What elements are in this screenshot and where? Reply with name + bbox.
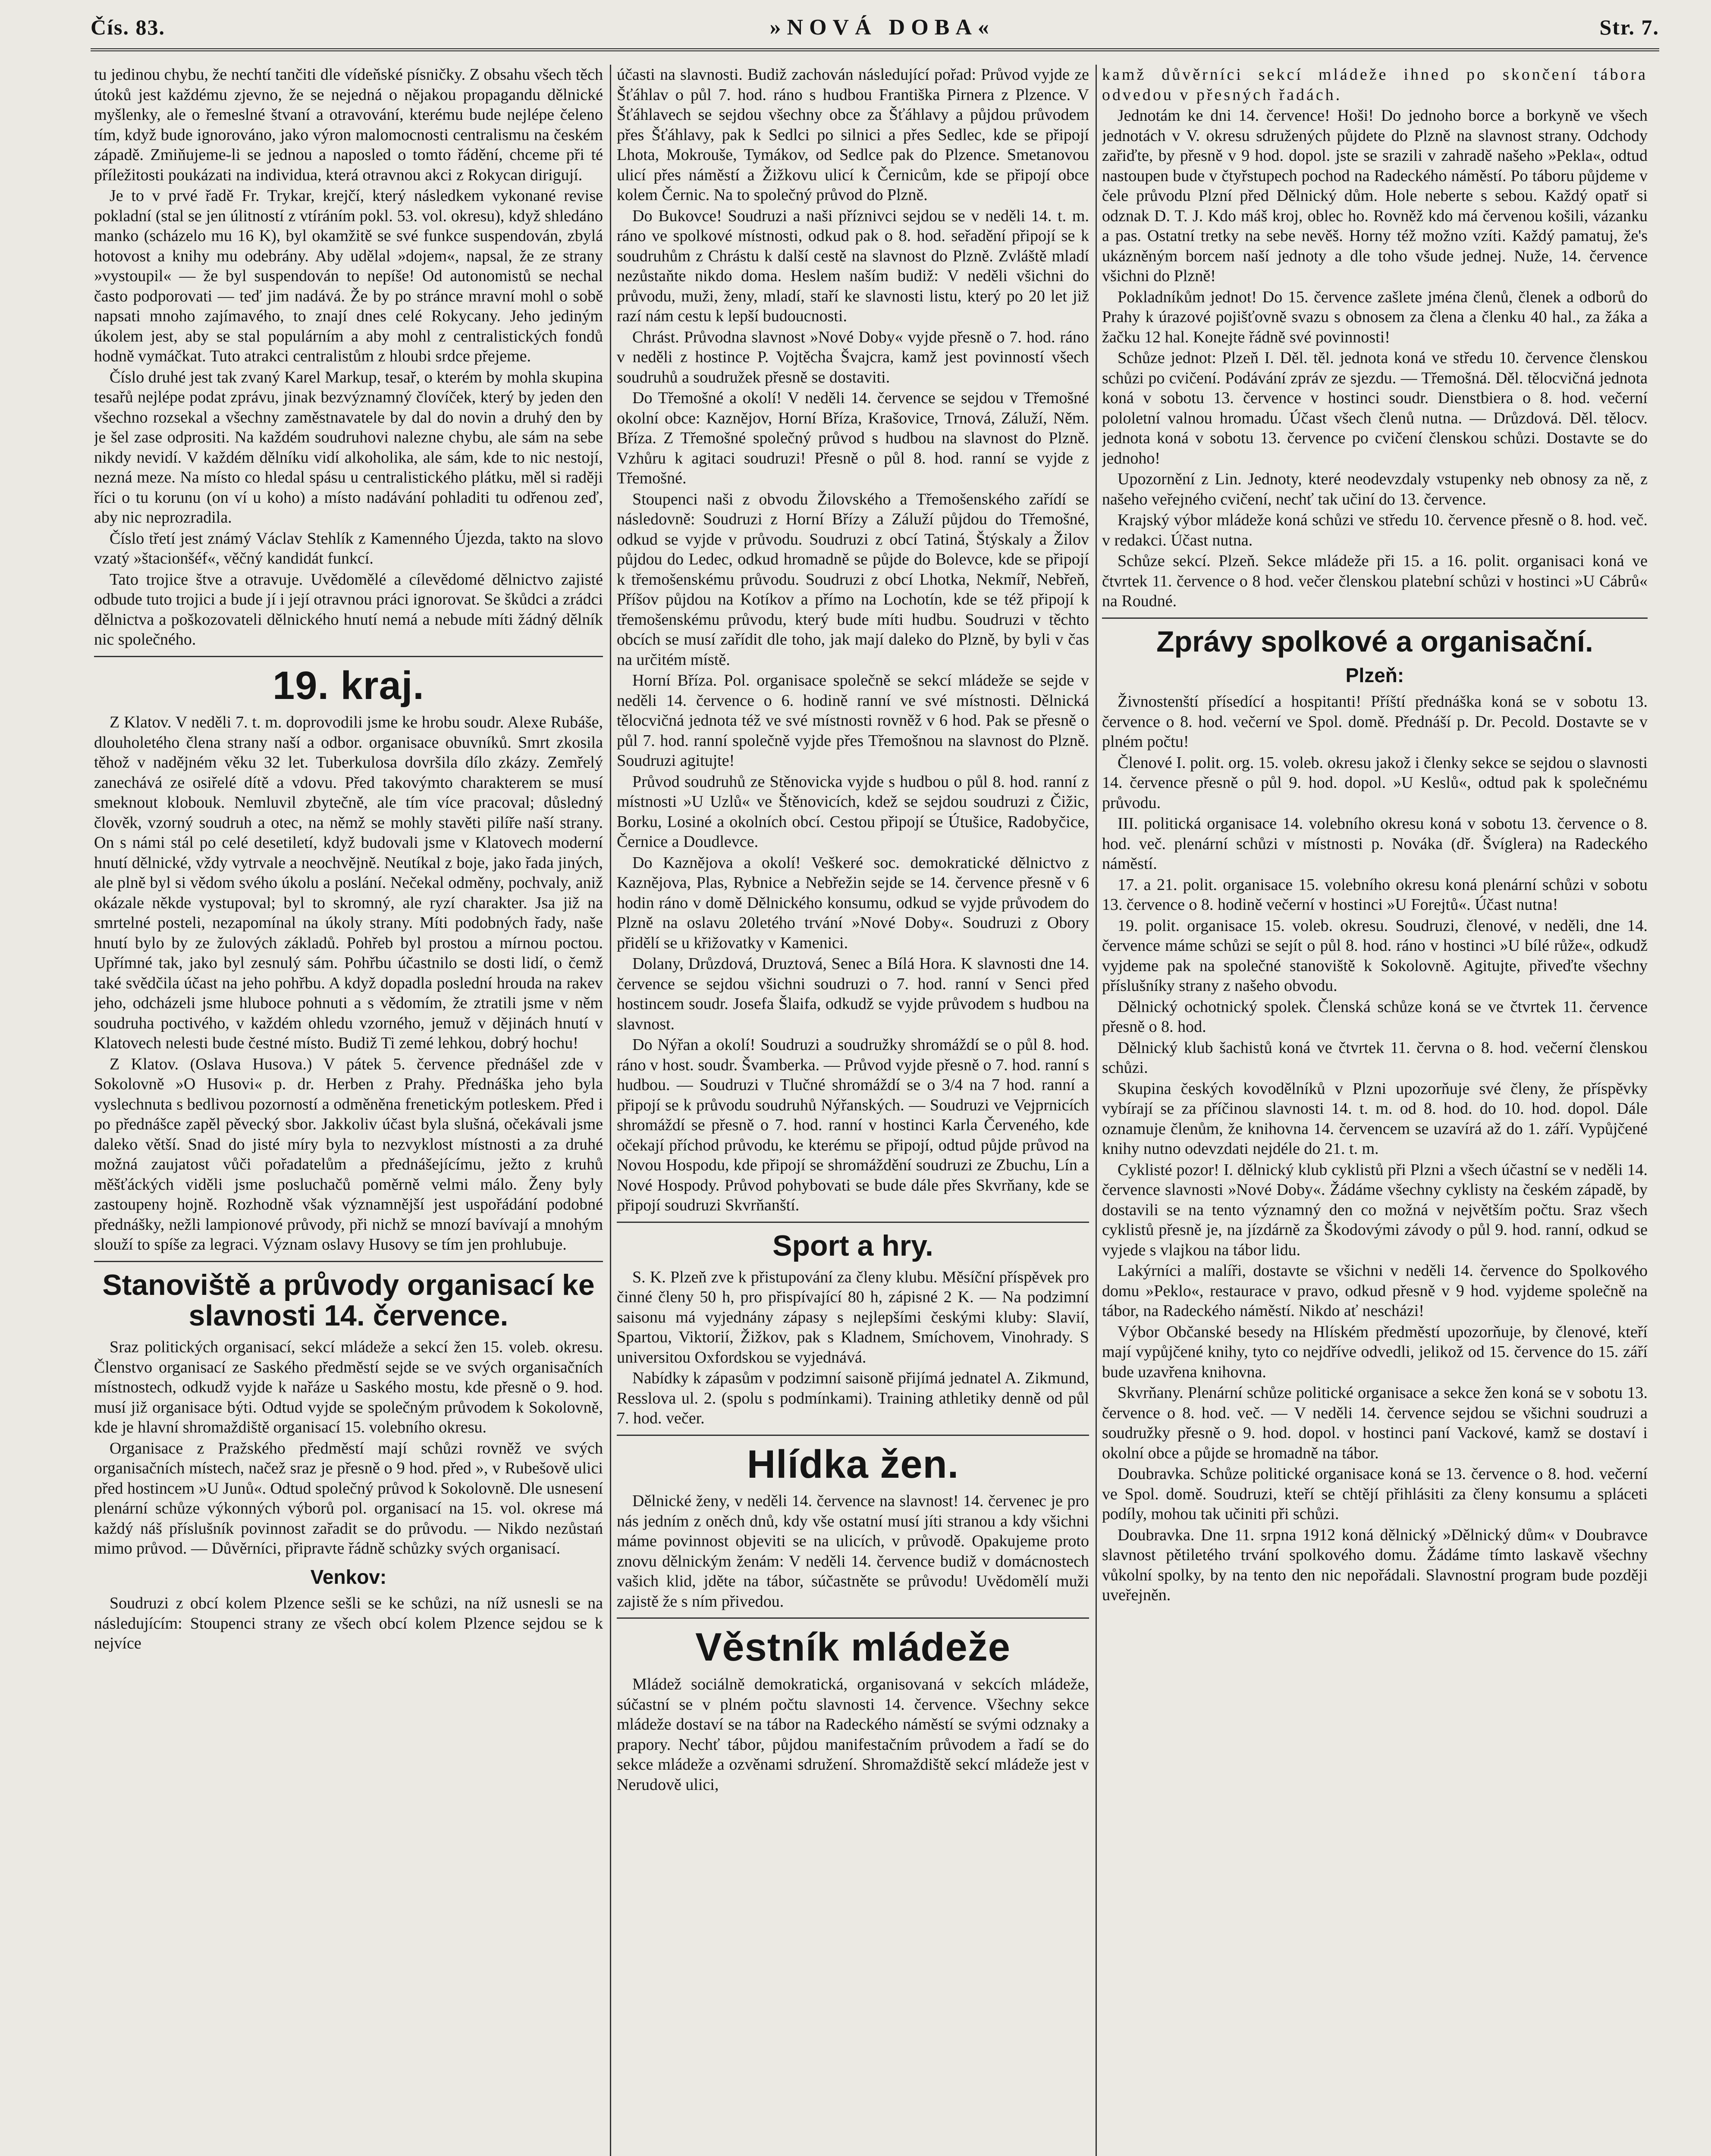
article-paragraph: Nabídky k zápasům v podzimní saisoně přijímá jednatel A. Zikmund, Resslova ul. 2. (spolu s podmínkami). Training athletiky denně od půl 7. hod. večer. xyxy=(617,1369,1089,1428)
section-rule xyxy=(617,1435,1089,1436)
article-paragraph: Z Klatov. (Oslava Husova.) V pátek 5. července přednášel zde v Sokolovně »O Husovi« p. dr. Herben z Prahy. Přednáška jeho byla vyslechnuta s bedlivou pozorností a odměněna frenetickým potleskem. Před i po přednášce zapěl pěvecký sbor. Jakkoliv účast byla slušná, očekávali jsme daleko větší. Snad do jisté míry byla to nezvyklost místnosti a za druhé možná zaujatost vůči pořadatelům a přednášejícímu, ježto z kruhů měšťáckých viděli jsme posluchačů poměrně velmi málo. Ženy byly zastoupeny hojně. Rozhodně však významnější jest uspořádání podobné přednášky, nežli lampionové průvody, při nichž se mnozí bavívají a mnohým slouží to spíše za legraci. Význam oslavy Husovy se tím jen prohlubuje. xyxy=(94,1055,603,1254)
section-heading: Zprávy spolkové a organisační. xyxy=(1156,625,1593,658)
column-2 xyxy=(617,65,1089,2156)
section-heading: 19. kraj. xyxy=(273,663,424,708)
article-paragraph: S. K. Plzeň zve k přistupování za členy klubu. Měsíční příspěvek pro činné členy 50 h, pro přispívající 80 h, zápisné 2 K. — Na podzimní saisonu má vyjednány zápasy s nejlepšími českými kluby: Slavií, Spartou, Viktorií, Žižkov, pak s Kladnem, Smíchovem, Vinohrady. S universitou Oxfordskou se vyjednává. xyxy=(617,1268,1089,1366)
article-paragraph: Doubravka. Schůze politické organisace koná se 13. července o 8. hod. večerní ve Spol. domě. Soudruzi, kteří se chtějí přihlásiti za členy konsumu a spláceti podíly, mohou tak učiniti při schůzi. xyxy=(1102,1465,1648,1523)
article-paragraph: Číslo třetí jest známý Václav Stehlík z Kamenného Újezda, takto na slovo vzatý »štacionšéf«, věčný kandidát funkcí. xyxy=(94,529,603,567)
article-paragraph: tu jedinou chybu, že nechtí tančiti dle vídeňské písničky. Z obsahu všech těch útoků jest každému zjevno, že se nejedná o nějakou propagandu dělnické myšlenky, ale o řemeslné štvaní a otravování, kterému bude nejlépe čeleno tím, když bude ignorováno, jako výron malomocnosti centralismu na českém západě. Zmiňujeme-li se jednou a naposled o tomto řádění, chceme při té příležitosti poukázati na individua, která otravnou akci z Rokycan dirigují. xyxy=(94,66,603,184)
section-heading: Sport a hry. xyxy=(772,1229,933,1262)
article-paragraph: Je to v prvé řadě Fr. Trykar, krejčí, který následkem vykonané revise pokladní (stal se jen úlitností z vtíráním pokl. 53. vol. okresu), když shledáno manko (scházelo mu 16 K), byl okamžitě se své funkce suspendován, zbylá hotovost a knihy mu odebrány. Aby udělal »dojem«, napsal, že ze strany »vystoupil« — že byl suspendován to nepíše! Od autonomistů se nechal často podporovati — teď jim nadává. Že by po stránce mravní mohl o sobě napsati mnoho zajímavého, to znají dnes celé Rokycany. Jeho jediným úkolem jest, aby se stal populárním a aby mohl z centralistických fondů hodně vymáčkat. Tuto atrakci centralistům z hloubi srdce přejeme. xyxy=(94,187,603,365)
article-paragraph: Členové I. polit. org. 15. voleb. okresu jakož i členky sekce se sejdou o slavnosti 14. července přesně o půl 9. hod. dopol. »U Keslů«, odtud pak k společnému průvodu. xyxy=(1102,753,1648,812)
article-paragraph: Skvrňany. Plenární schůze politické organisace a sekce žen koná se v sobotu 13. července o 8. hod. več. — V neděli 14. července sejdou se všichni soudruzi a soudružky přesně o 9. hod. dopol. v hostinci paní Vackové, kamž se dostaví i okolní obce a půjde se hromadně na tábor. xyxy=(1102,1384,1648,1462)
subsection-heading: Venkov: xyxy=(310,1565,387,1588)
column-1 xyxy=(94,65,603,2156)
section-rule xyxy=(94,1261,603,1262)
article-paragraph: 19. polit. organisace 15. voleb. okresu. Soudruzi, členové, v neděli, dne 14. července máme schůzi se sejít o půl 8. hod. ráno v hostinci »U bílé růže«, odkudž vyjdeme pak na společné stanoviště k Sokolovně. Agitujte, přiveďte všechny příslušníky strany z našeho obvodu. xyxy=(1102,916,1648,995)
article-paragraph: Soudruzi z obcí kolem Plzence sešli se ke schůzi, na níž usnesli se na následujícím: Stoupenci strany ze všech obcí kolem Plzence sejdou se k nejvíce xyxy=(94,1594,603,1653)
article-paragraph: Skupina českých kovodělníků v Plzni upozorňuje své členy, že příspěvky vybírají se za příčinou slavnosti 14. t. m. od 8. hod. do 10. hod. dopol. Dále oznamuje členům, že knihovna 14. červencem se uzavírá až do 1. září. Vypůjčené knihy nutno odevzdati nejdéle do 21. t. m. xyxy=(1102,1079,1648,1158)
article-paragraph: Do Třemošné a okolí! V neděli 14. července se sejdou v Třemošné okolní obce: Kaznějov, Horní Bříza, Krašovice, Trnová, Záluží, Něm. Bříza. Z Třemošné společný průvod s hudbou na slavnost do Plzně. Vzhůru k agitaci soudruzi! Přesně o půl 8. hod. ranní se vyjde z Třemošné. xyxy=(617,389,1089,487)
article-paragraph: Dělnický ochotnický spolek. Členská schůze koná se ve čtvrtek 11. července přesně o 8. hod. xyxy=(1102,997,1648,1036)
column-divider xyxy=(610,65,611,2156)
issue-number: Čís. 83. xyxy=(91,15,165,39)
article-paragraph: Schůze jednot: Plzeň I. Děl. těl. jednota koná ve středu 10. července členskou schůzi po cvičení. Podávání zpráv ze sjezdu. — Třemošná. Děl. tělocvičná jednota koná v sobotu 13. července v hostinci soudr. Dienstbiera o 8. hod. večerní pololetní valnou hromadu. Účast všech členů nutna. — Drůzdová. Děl. tělocv. jednota koná v sobotu 13. července po cvičení členskou schůzi. Dostavte se do jednoho! xyxy=(1102,349,1648,467)
header-rule xyxy=(91,48,1659,51)
article-paragraph: Upozornění z Lin. Jednoty, které neodevzdaly vstupenky neb obnosy za ně, z našeho veřejného cvičení, nechť tak učiní do 13. července. xyxy=(1102,470,1648,508)
subsection-heading: Plzeň: xyxy=(1345,664,1404,686)
article-paragraph: Sraz politických organisací, sekcí mládeže a sekcí žen 15. voleb. okresu. Členstvo organisací ze Saského předměstí sejde se ve svých organisačních místnostech, odkudž vyjde k nařáze u Saského mostu, kde přesně o 9. hod. musí již organisace býti. Odtud vyjde se společným průvodem k Sokolovně, kde je hlavní shromaždiště organisací 15. volebního okresu. xyxy=(94,1338,603,1437)
article-paragraph: Lakýrníci a malíři, dostavte se všichni v neděli 14. července do Spolkového domu »Peklo«, restaurace v pravo, odkud přesně v 9 hod. vyjdeme společně na tábor, na Radeckého náměstí. Nikdo ať nescházi! xyxy=(1102,1262,1648,1320)
article-paragraph: účasti na slavnosti. Budiž zachován následující pořad: Průvod vyjde ze Šťáhlav o půl 7. hod. ráno s hudbou Františka Pirnera z Plzence. V Šťáhlavech se sejdou všechny obce za Šťáhlavy a půjdou průvodem přes Šťáhlavy, pak k Sedlci po silnici a přes Sedlec, kde se připojí Lhota, Mokrouše, Tymákov, od Sedlce pak do Plzence. Smetanovou ulicí přes náměstí a Žižkovu ulicí k Černicům, kde se připojí obce kolem Černic. Na to společný průvod do Plzně. xyxy=(617,66,1089,204)
article-paragraph: Jednotám ke dni 14. července! Hoši! Do jednoho borce a borkyně ve všech jednotách v V. okresu sdružených půjdete do Plzně na slavnost strany. Odchody zařiďte, by přesně v 9 hod. dopol. jste se srazili v zahradě našeho »Pekla«, odtud nastoupen bude v čtyřstupech pochod na Radeckého náměstí. Po táboru půjdeme v čele průvodu Plzní před Dělnický dům. Hole neberte s sebou. Každý opatř si odznak D. T. J. Kdo máš kroj, oblec ho. Rovněž kdo má červenou košili, vázanku a pas. Ostatní tretky na sebe nevěš. Horny též možno vzíti. Každý pamatuj, že's ukázněným borcem naší jednoty a dle toho všude jednej. Nuže, 14. července všichni do Plzně! xyxy=(1102,107,1648,285)
article-paragraph: Do Bukovce! Soudruzi a naši příznivci sejdou se v neděli 14. t. m. ráno ve spolkové místnosti, odkud pak o 8. hod. seřadění připojí se k soudruhům z Chrástu k další cestě na slavnost do Plzně. Zvláště mladí nezůstaňte nikdo doma. Heslem naším budiž: V neděli všichni do průvodu, muži, ženy, mladí, staří ke slavnosti listu, který po 20 let již razí nám cestu k lepší budoucnosti. xyxy=(617,207,1089,325)
article-paragraph: Číslo druhé jest tak zvaný Karel Markup, tesař, o kterém by mohla skupina tesařů nejlépe podat zprávu, jinak bezvýznamný človíček, který by jeden den všechno rozsekal a všechny zaměstnavatele by dal do novin a druhý den by je šel zase odprositi. Na každém soudruhovi nalezne chybu, ale sám na sebe nikdy nevidí. V každém dělníku vidí alkoholika, ale sám, kde to nic nestojí, nezná meze. Na místo co hledal spásu u centralistického plátku, měl si raději říci o tu korunu (on ví u koho) a místo nadávání pohladiti tu odřenou zeď, aby nic neprozradila. xyxy=(94,368,603,526)
section-heading: Hlídka žen. xyxy=(747,1442,959,1486)
column-divider xyxy=(1096,65,1097,2156)
article-paragraph: Organisace z Pražského předměstí mají schůzi rovněž ve svých organisačních místech, načež sraz je přesně o 9 hod. před », v Rubešově ulici před hostincem »U Junů«. Odtud společný průvod k Sokolovně. Dle usnesení plenární schůze výkonných výborů pol. organisací na 15. vol. okrese má každý náš příslušník povinnost zařadit se do průvodu. — Nikdo nezůstań mimo průvod. — Důvěrníci, připravte řádně schůzky svých organisací. xyxy=(94,1439,603,1558)
article-paragraph: Z Klatov. V neděli 7. t. m. doprovodili jsme ke hrobu soudr. Alexe Rubáše, dlouholetého člena strany naší a odbor. organisace obuvníků. Smrt zkosila těhož v nadějném věku 32 let. Tuberkulosa dovršila dílo zkázy. Zemřelý zanechává ze osiřelé dítě a vdovu. Před takovýmto charakterem se musí smeknout klobouk. Nemluvil zbytečně, ale tím více pracoval; důsledný člověk, vzorný soudruh a otec, na němž se mohly stavěti pilíře naší strany. On s námi stál po celé desetiletí, když budovali jsme v Klatovech moderní hnutí dělnické, vždy vytrvale a neochvějně. Neutíkal z boje, jako řada jiných, ale plně byl si vědom svého úkolu a poslání. Nečekal odměny, pochvaly, aniž okázale někde vystupoval; byl to skromný, ale ryzí charakter. Jsa již na smrtelné posteli, nezapomínal na úkoly strany. Míti podobných řady, naše hnutí bylo by ze žulových základů. Pohřeb byl prostou a mírnou poctou. Upřímné tak, jako byl zesnulý sám. Pohřbu účastnilo se dosti lidí, o čemž také svědčila účast na jeho pohřbu. A když dopadla poslední hrouda na rakev jeho, odcházeli jsme hluboce pohnuti a s vědomím, že ztratili jsme v něm soudruha poctivého, v každém ohledu vzorného, jemuž v dějinách hnutí v Klatovech nelesti bude čestné místo. Budiž Ti zemé lehkou, dobrý hochu! xyxy=(94,713,603,1053)
article-paragraph: kamž důvěrníci sekcí mládeže ihned po skončení tábora odvedou v přesných řadách. xyxy=(1102,66,1648,104)
article-paragraph: Pokladníkům jednot! Do 15. července zašlete jména členů, členek a odborů do Prahy k úrazové pojišťovně svazu s obnosem za člena a členku 40 hal., za žáka a žačku 12 hal. Konejte řádně své povinnosti! xyxy=(1102,288,1648,346)
section-rule xyxy=(617,1617,1089,1619)
section-heading: Stanoviště a průvody organisací ke slavnosti 14. července. xyxy=(102,1268,595,1332)
section-rule xyxy=(94,656,603,657)
section-heading: Věstník mládeže xyxy=(695,1625,1011,1670)
column-3 xyxy=(1102,65,1648,2156)
article-paragraph: Schůze sekcí. Plzeň. Sekce mládeže při 15. a 16. polit. organisaci koná ve čtvrtek 11. července o 8 hod. večer členskou platební schůzi v hostinci »U Cábrů« na Roudné. xyxy=(1102,552,1648,610)
article-paragraph: Chrást. Průvodna slavnost »Nové Doby« vyjde přesně o 7. hod. ráno v neděli z hostince P. Vojtěcha Švajcra, kamž jest povinností všech soudruhů a soudružek přesně se dostaviti. xyxy=(617,328,1089,386)
article-paragraph: Tato trojice štve a otravuje. Uvědomělé a cílevědomé dělnictvo zajisté odbude tuto trojici a bude jí i její otravnou práci ignorovat. Se škůdci a zrádci dělnictva a poškozovateli dělnického hnutí nemá a nebude míti žádný dělník nic společného. xyxy=(94,570,603,649)
article-paragraph: Do Nýřan a okolí! Soudruzi a soudružky shromáždí se o půl 8. hod. ráno v host. soudr. Švamberka. — Průvod vyjde přesně o 7. hod. ranní s hudbou. — Soudruzi v Tlučné shromáždí se o 3/4 na 7 hod. ranní a připojí se k průvodu soudruhů Nýřanských. — Soudruzi ve Vejprnicích shromáždí se přesně o 7. hod. ranní v hostinci Karla Červeného, kde očekají příchod průvodu, ke kterému se připojí, odtud půjde průvod na Novou Hospodu, kde připojí se shromáždění soudruzi ze Zbuchu, Lín a Nové Hospody. Průvod pohybovati se bude dále přes Skvrňany, kde se připojí soudruzi Skvrňanští. xyxy=(617,1036,1089,1214)
article-paragraph: Doubravka. Dne 11. srpna 1912 koná dělnický »Dělnický dům« v Doubravce slavnost pětiletého trvání spolkového domu. Žádáme tímto laskavě všechny vůkolní spolky, by na tento den nic nepořádali. Slavnostní program bude později uveřejněn. xyxy=(1102,1526,1648,1604)
article-paragraph: Mládež sociálně demokratická, organisovaná v sekcích mládeže, súčastní se v plném počtu slavnosti 14. července. Všechny sekce mládeže dostaví se na tábor na Radeckého náměstí se svými odznaky a prapory. Nechť tábor, půjdou manifestačním průvodem a řadí se do sekce mládeže a ozvěnami sdružení. Shromaždiště sekcí mládeže jest v Nerudově ulici, xyxy=(617,1675,1089,1794)
article-paragraph: Dělnický klub šachistů koná ve čtvrtek 11. června o 8. hod. večerní členskou schůzi. xyxy=(1102,1038,1648,1077)
article-paragraph: Do Kaznějova a okolí! Veškeré soc. demokratické dělnictvo z Kaznějova, Plas, Rybnice a Nebřežin sejde se 14. července přesně v 6 hodin ráno v domě Dělnického konsumu, odkud se vyjde průvodem do Plzně na oslavu 20letého trvání »Nové Doby«. Soudruzi z Obory přidělí se u křižovatky v Kamenici. xyxy=(617,853,1089,952)
article-paragraph: 17. a 21. polit. organisace 15. volebního okresu koná plenární schůzi v sobotu 13. července o 8. hodině večerní v hostinci »U Forejtů«. Účast nutna! xyxy=(1102,875,1648,914)
article-paragraph: Průvod soudruhů ze Stěnovicka vyjde s hudbou o půl 8. hod. ranní z místnosti »U Uzlů« ve Štěnovicích, kdež se sejdou soudruzi z Čižic, Borku, Losiné a okolních obcí. Cestou připojí se Útušice, Radobyčice, Černice a Doudlevce. xyxy=(617,772,1089,851)
article-paragraph: Stoupenci naši z obvodu Žilovského a Třemošenského zařídí se následovně: Soudruzi z Horní Břízy a Záluží půjdou do Třemošné, odkud se vyjde v průvodu. Soudruzi z obcí Tatiná, Štýskaly a Žilov půjdou do Ledec, odkud hromadně se půjde do Bolevce, kde se připojí k třemošenskému průvodu. Soudruzi z obcí Lhotka, Nekmíř, Nebřeň, Příšov půjdou na Kotíkov a přímo na Lochotín, kde se též připojí k třemošenskému průvodu, který bude míti hudbu. Soudruzi v těchto obcích se musí zařídit dle toho, jak mají daleko do Plzně, by byli v čas na určitém místě. xyxy=(617,490,1089,669)
masthead: »NOVÁ DOBA« xyxy=(769,15,995,40)
section-rule xyxy=(617,1222,1089,1223)
page-header xyxy=(91,12,1659,42)
article-paragraph: Dolany, Drůzdová, Druztová, Senec a Bílá Hora. K slavnosti dne 14. července se sejdou všichni soudruzi o 7. hod. ranní v Senci před hostincem soudr. Josefa Šlaifa, odkudž se vyjde průvodem s hudbou na slavnost. xyxy=(617,955,1089,1033)
article-paragraph: III. politická organisace 14. volebního okresu koná v sobotu 13. července o 8. hod. več. plenární schůzi v místnosti p. Nováka (dř. Švíglera) na Radeckého náměstí. xyxy=(1102,815,1648,873)
article-paragraph: Výbor Občanské besedy na Hlíském předměstí upozorňuje, by členové, kteří mají vypůjčené knihy, tyto co nejdříve odvedli, jelikož od 15. července do 15. září bude uzavřena knihovna. xyxy=(1102,1322,1648,1381)
page-number: Str. 7. xyxy=(1599,15,1659,39)
section-rule xyxy=(1102,617,1648,619)
article-paragraph: Horní Bříza. Pol. organisace společně se sekcí mládeže se sejde v neděli 14. července o 6. hodině ranní ve své místnosti. Dělnická tělocvičná jednota též ve své místnosti rovněž v 6 hod. Pak se přesně o půl 7. hod. ranní společně vyjde přes Třemošnou na slavnost do Plzně. Soudruzi agitujte! xyxy=(617,671,1089,770)
article-paragraph: Krajský výbor mládeže koná schůzi ve středu 10. července přesně o 8. hod. več. v redakci. Účast nutna. xyxy=(1102,511,1648,549)
article-paragraph: Živnostenští přísedící a hospitanti! Příští přednáška koná se v sobotu 13. července o 8. hod. večerní ve Spol. domě. Přednáší p. Dr. Pecold. Dostavte se v plném počtu! xyxy=(1102,693,1648,751)
article-paragraph: Cyklisté pozor! I. dělnický klub cyklistů při Plzni a všech účastní se v neděli 14. července slavnosti »Nové Doby«. Žádáme všechny cyklisty na českém západě, by dostavili se na tento významný den co možná v největším počtu. Sraz všech cyklistů přesně je, na jízdárně za Škodovými závody o půl 9. hod. ranní, odkud se vyjede s vlajkou na tábor lidu. xyxy=(1102,1160,1648,1259)
article-paragraph: Dělnické ženy, v neděli 14. července na slavnost! 14. červenec je pro nás jedním z oněch dnů, kdy vše ostatní musí jíti stranou a kdy všichni máme povinnost objeviti se na ulicích, v průvodě. Opakujeme proto znovu dělnickým ženám: V neděli 14. července budiž v domácnostech vašich klid, jděte na tábor, súčastněte se průvodu! Uvědomělí muži zajistě že s ním přivedou. xyxy=(617,1492,1089,1611)
